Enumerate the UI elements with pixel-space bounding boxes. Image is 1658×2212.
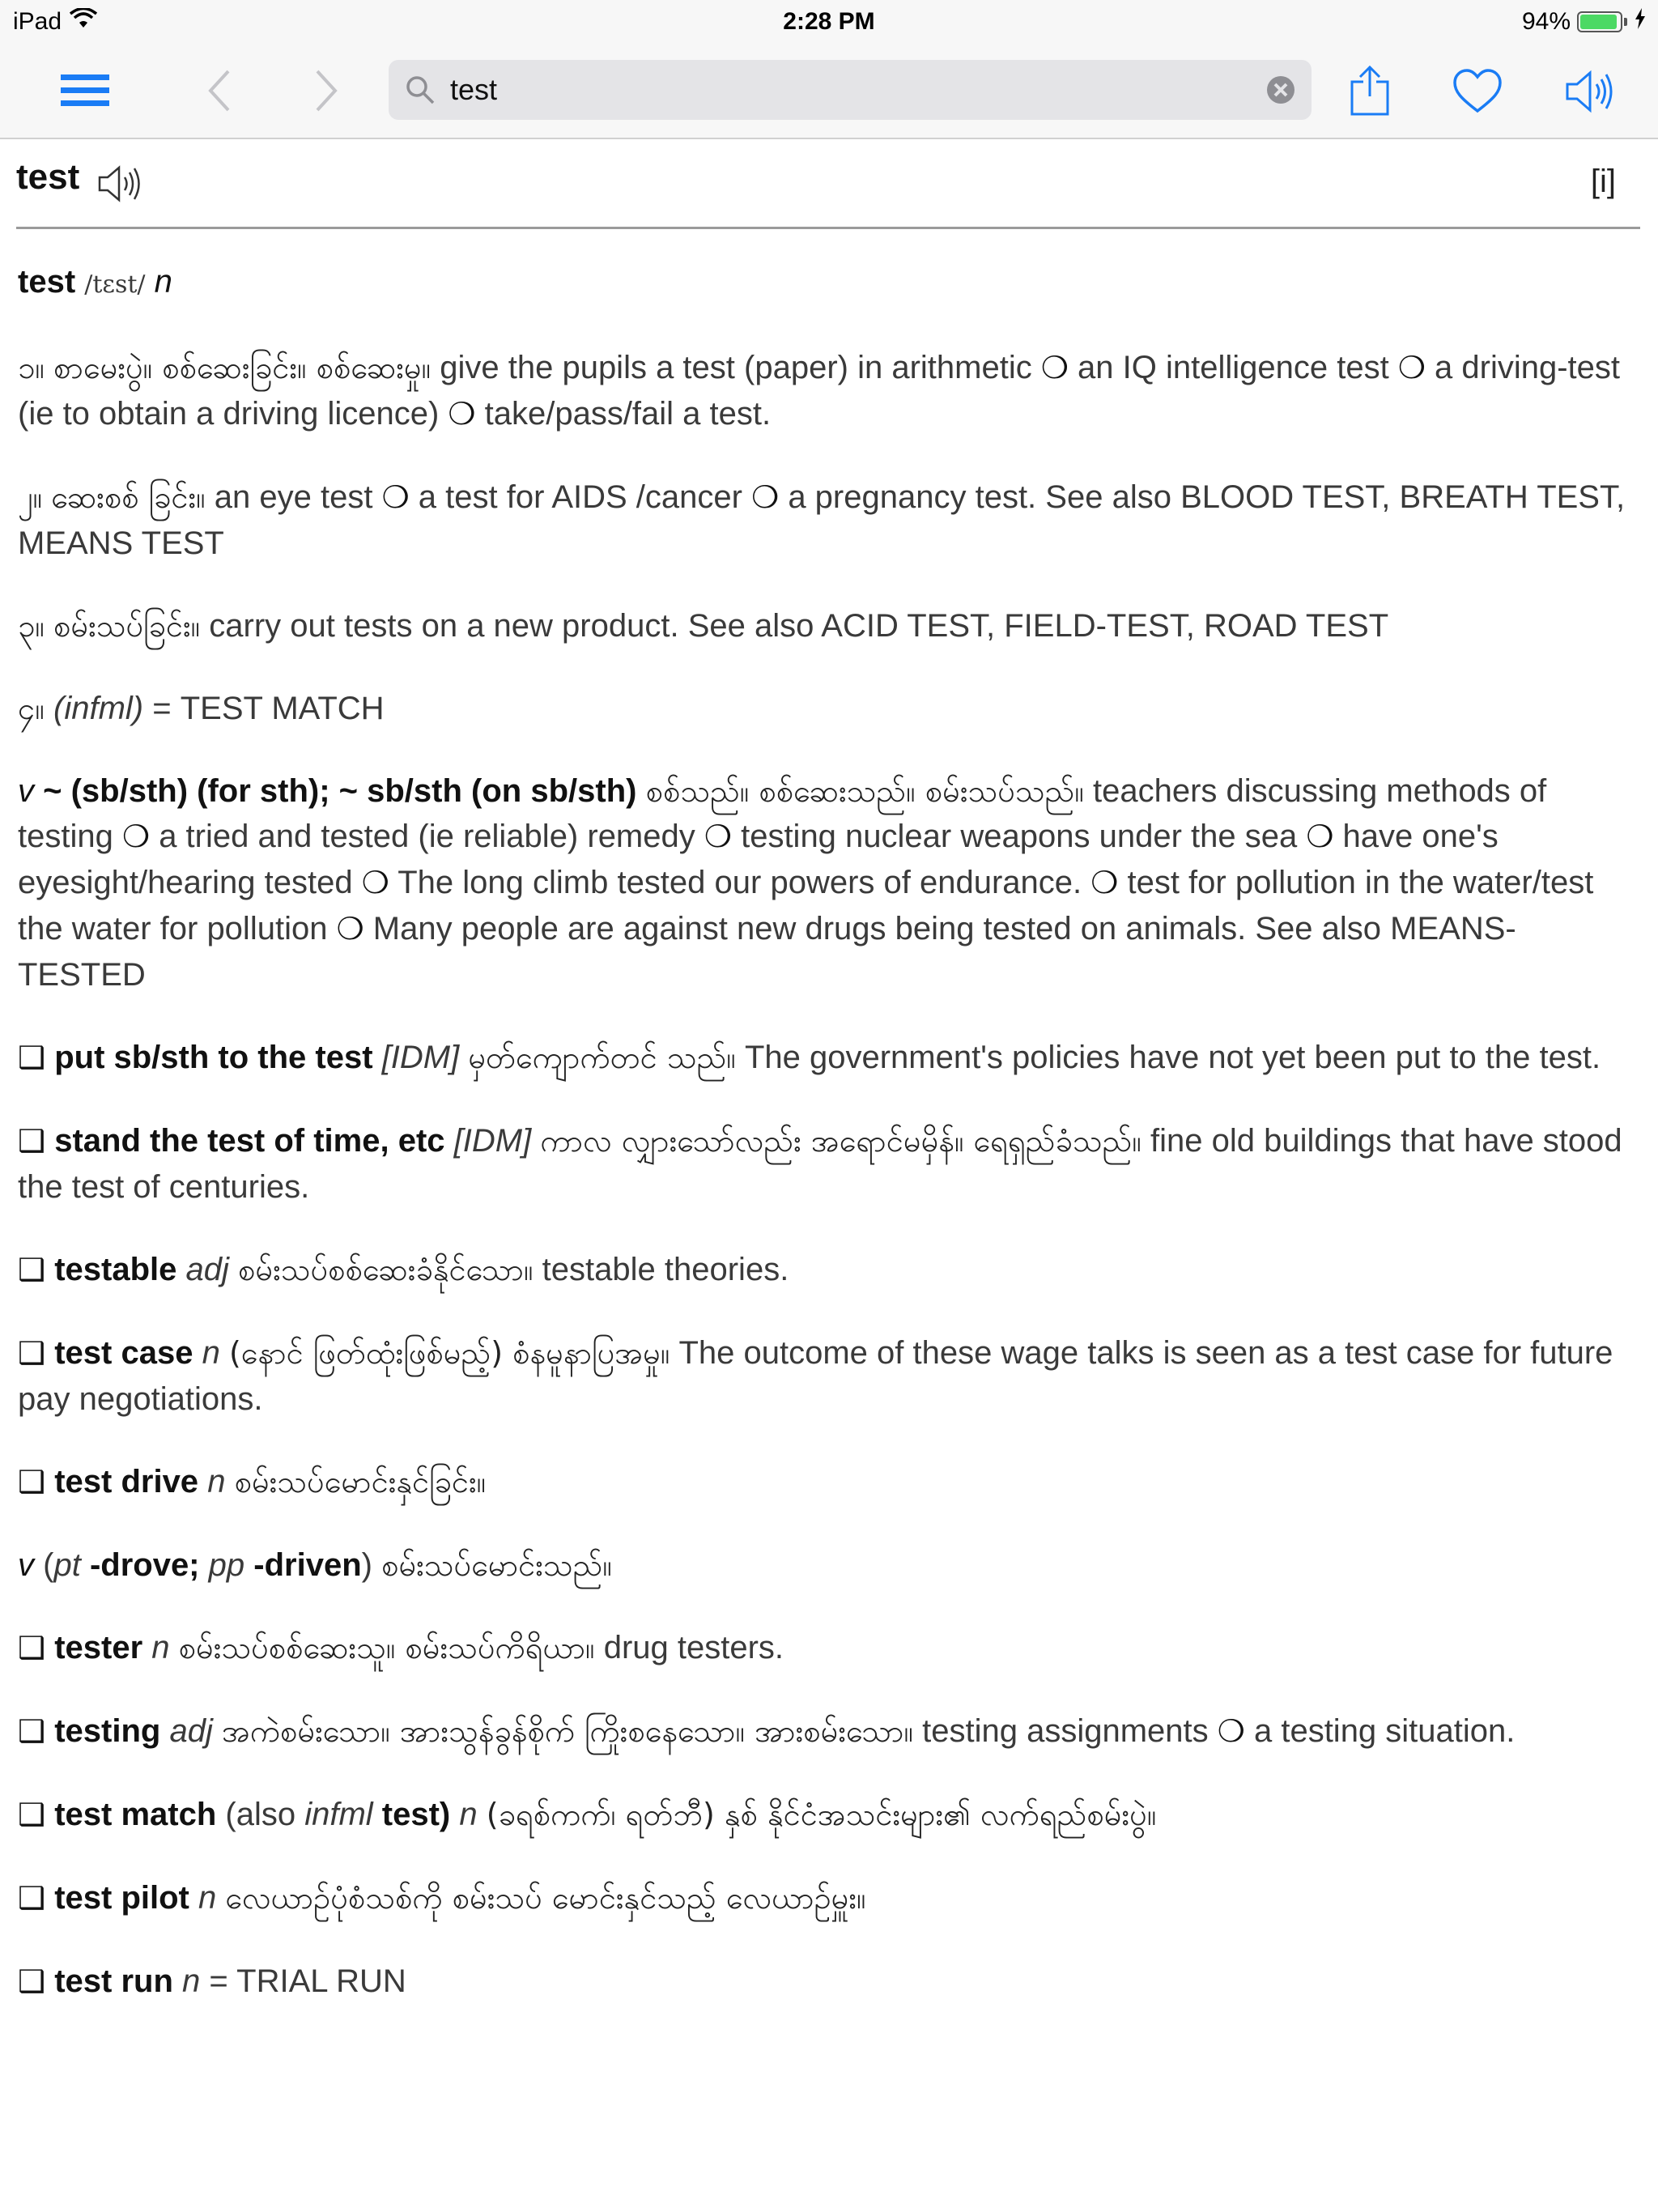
entry-header [16,152,1640,229]
separator-circle-icon: ❍ [751,481,780,515]
idiom-stand-test [18,1118,1629,1210]
example: The outcome of these wage talks is seen as a test case for future pay negotiations. [18,1335,1613,1417]
battery-tip [1624,18,1627,26]
derived-head: test case [54,1335,193,1371]
bullet-box-icon: ❑ [18,1041,46,1075]
register-label: infml [304,1797,373,1832]
past-participle-form: -driven [253,1547,362,1583]
separator-circle-icon: ❍ [704,820,732,854]
burmese-definition: (နောင် ဖြတ်ထုံးဖြစ်မည့်) စံနမူနာပြအမှု။ [228,1335,670,1371]
example: Many people are against new drugs being tested on animals. [372,911,1247,946]
example: take/pass/fail a test. [484,396,772,432]
bullet-box-icon: ❑ [18,1631,46,1665]
derived-test-drive-verb: v (pt -drove; pp -driven) စမ်းသပ်မောင်းသည်။ [18,1547,612,1583]
part-of-speech: adj [169,1713,213,1749]
idiom-head: stand the test of time, etc [54,1123,445,1159]
bullet-box-icon: ❑ [18,1798,46,1832]
separator-circle-icon: ❍ [1090,866,1119,900]
toolbar [0,45,1658,139]
part-of-speech: adj [185,1252,229,1287]
separator-circle-icon: ❍ [1306,820,1334,854]
separator-circle-icon: ❍ [448,398,476,432]
example: a tried and tested (ie reliable) remedy [159,819,695,854]
part-of-speech: v [18,1547,34,1583]
example: an IQ intelligence test [1078,350,1389,385]
idiom-label: [IDM] [381,1040,460,1075]
status-bar [0,0,1658,45]
sense-number: ၁။ [18,350,45,385]
separator-circle-icon: ❍ [336,912,364,946]
example: testing nuclear weapons under the sea [741,819,1298,854]
example: a pregnancy test. [788,479,1037,515]
see-also: See also ACID TEST, FIELD-TEST, ROAD TEST [687,608,1389,644]
battery-icon [1577,11,1622,32]
status-right [1522,8,1647,36]
part-of-speech: v [18,773,34,809]
idiom-head: put sb/sth to the test [54,1040,373,1075]
speaker-icon[interactable] [1561,65,1618,118]
part-of-speech: n [207,1464,226,1499]
past-tense-form: -drove; [89,1547,200,1583]
example: a testing situation. [1253,1713,1516,1749]
derived-head: tester [54,1630,143,1665]
search-input[interactable] [450,60,1227,120]
forward-arrow-icon[interactable] [303,62,351,120]
entry-content [18,259,1629,2042]
example: a test for AIDS /cancer [418,479,742,515]
example: The long climb tested our powers of endurance. [397,865,1082,900]
derived-test-drive [18,1459,1629,1505]
entry-head: test [18,264,76,300]
share-icon[interactable] [1344,60,1396,121]
separator-circle-icon: ❍ [381,481,410,515]
part-of-speech: n [154,264,172,300]
part-of-speech: n [459,1797,478,1832]
separator-circle-icon: ❍ [1217,1715,1245,1749]
sense-1 [18,345,1629,437]
battery-level [1580,15,1617,29]
bullet-box-icon: ❑ [18,1965,46,1999]
part-of-speech: n [202,1335,220,1371]
separator-circle-icon: ❍ [1397,351,1426,385]
sense-number: ၄။ [18,691,45,726]
derived-test-case [18,1330,1629,1422]
sense-3 [18,603,1629,649]
charging-bolt-icon [1634,8,1647,36]
derived-head: testing [54,1713,161,1749]
derived-testable [18,1247,1629,1293]
past-tense-label: pt [53,1547,81,1583]
derived-head: test run [54,1963,173,1999]
device-label: iPad [13,8,62,35]
menu-icon[interactable] [49,65,121,117]
derived-test-run [18,1959,1629,2005]
see-also: See also MEANS-TESTED [18,911,1516,993]
info-button[interactable]: [i] [1590,164,1616,199]
part-of-speech: n [151,1630,170,1665]
sense-number: ၂။ [18,479,43,515]
sense-2 [18,474,1629,566]
derived-tester [18,1625,1629,1671]
burmese-definition: စစ်သည်။ စစ်ဆေးသည်။ စမ်းသပ်သည်။ [645,773,1084,809]
burmese-definition: ဆေးစစ် ခြင်း။ [51,479,206,515]
bullet-box-icon: ❑ [18,1465,46,1499]
separator-circle-icon: ❍ [361,866,389,900]
search-bar[interactable] [389,60,1312,120]
burmese-definition: စမ်းသပ်စစ်ဆေးသူ။ စမ်းသပ်ကိရိယာ။ [178,1630,595,1665]
pronunciation: /tɛst/ [84,270,146,299]
favorite-heart-icon[interactable] [1449,63,1506,120]
burmese-definition: စမ်းသပ်စစ်ဆေးခံနိုင်သော။ [238,1252,534,1287]
clock: 2:28 PM [783,8,875,35]
register-label: (infml) [53,691,144,726]
verb-pattern: ~ (sb/sth) (for sth); ~ sb/sth (on sb/sth) [43,773,637,809]
derived-head: testable [54,1252,177,1287]
example: test for pollution in the water/test the water for pollution [18,865,1594,946]
verb-sense [18,768,1629,998]
example: give the pupils a test (paper) in arithmetic [440,350,1032,385]
part-of-speech: n [182,1963,201,1999]
derived-testing [18,1708,1629,1755]
example: teachers discussing methods of testing [18,773,1547,854]
example: fine old buildings that have stood the test of centuries. [18,1123,1622,1205]
part-of-speech: n [198,1880,217,1916]
entry-heading [18,259,1629,308]
past-participle-label: pp [208,1547,245,1583]
bullet-box-icon: ❑ [18,1882,46,1916]
headword-title: test [16,157,80,197]
derived-head: test match [54,1797,217,1832]
derived-head: test drive [54,1464,199,1499]
back-arrow-icon[interactable] [194,62,243,120]
derived-test-match [18,1792,1629,1838]
cross-reference: = TEST MATCH [152,691,385,726]
sense-number: ၃။ [18,608,45,644]
idiom-put-to-test [18,1035,1629,1081]
search-icon [405,74,436,108]
bullet-box-icon: ❑ [18,1253,46,1287]
bullet-box-icon: ❑ [18,1125,46,1159]
pronounce-speaker-icon[interactable] [97,164,142,207]
example: carry out tests on a new product. [209,608,679,644]
cross-reference: = TRIAL RUN [209,1963,406,1999]
burmese-definition: စမ်းသပ်မောင်းသည်။ [381,1547,612,1583]
clear-search-icon[interactable] [1266,75,1295,108]
example: drug testers. [603,1630,784,1665]
burmese-definition: အကဲစမ်းသော။ အားသွန်ခွန်စိုက် ကြိုးစနေသော။ အားစမ်းသော။ [221,1713,913,1749]
example: an eye test [214,479,373,515]
example: testing assignments [922,1713,1209,1749]
derived-head: test pilot [54,1880,189,1916]
burmese-definition: စမ်းသပ်ခြင်း။ [53,608,201,644]
example: have one's eyesight/hearing tested [18,819,1499,900]
separator-circle-icon: ❍ [1040,351,1069,385]
sense-4 [18,686,1629,731]
idiom-label: [IDM] [453,1123,532,1159]
also-label: (also [225,1797,296,1832]
burmese-definition: စမ်းသပ်မောင်းနှင်ခြင်း။ [234,1464,487,1499]
burmese-definition: မှတ်ကျောက်တင် သည်။ [468,1040,736,1075]
separator-circle-icon: ❍ [121,820,151,854]
see-also: See also BLOOD TEST, BREATH TEST, MEANS TEST [18,479,1626,561]
variant-form: test) [381,1797,451,1832]
derived-test-pilot [18,1875,1629,1921]
burmese-definition: လေယာဉ်ပုံစံသစ်ကို စမ်းသပ် မောင်းနှင်သည့် လေယာဉ်မှူး။ [225,1880,866,1916]
burmese-definition: (ခရစ်ကက်၊ ရတ်ဘီ) နှစ် နိုင်ငံအသင်းများ၏ လက်ရည်စမ်းပွဲ။ [486,1797,1157,1832]
battery-percent: 94% [1521,8,1571,35]
burmese-definition: စာမေးပွဲ။ စစ်ဆေးခြင်း။ စစ်ဆေးမှု။ [53,350,432,385]
example: testable theories. [542,1252,789,1287]
bullet-box-icon: ❑ [18,1715,46,1749]
bullet-box-icon: ❑ [18,1337,46,1371]
example: a driving-test (ie to obtain a driving licence) [18,350,1621,432]
burmese-definition: ကာလ လျှားသော်လည်း အရောင်မမှိန်။ ရေရှည်ခံသည်။ [540,1123,1141,1159]
example: The government's policies have not yet been put to the test. [744,1040,1601,1075]
